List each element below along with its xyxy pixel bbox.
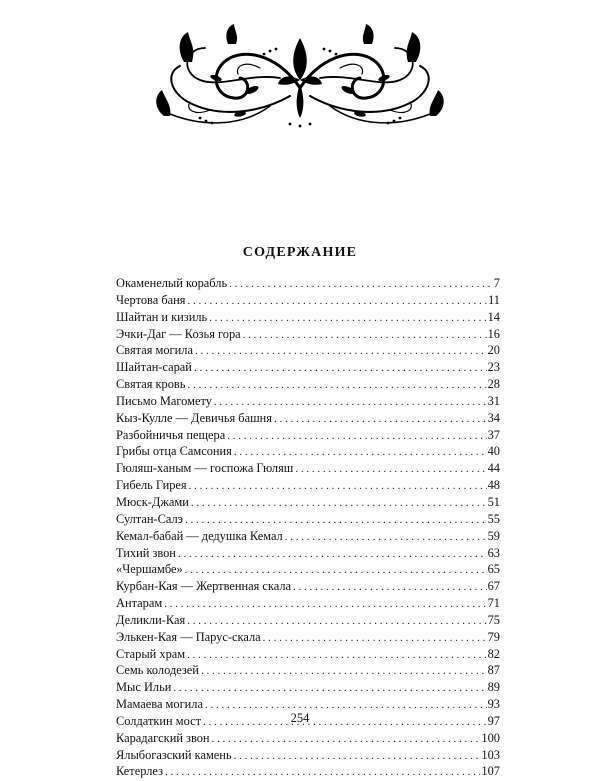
toc-entry-title: Султан-Салэ — [116, 511, 183, 526]
toc-entry-title: Шайтан-сарай — [116, 360, 192, 375]
toc-entry-title: Кыз-Кулле — Девичья башня — [116, 410, 272, 425]
toc-entry-title: Солдаткин мост — [116, 713, 202, 728]
toc-entry — [116, 545, 500, 562]
toc-entry — [116, 612, 500, 629]
toc-entry-title: Эчки-Даг — Козья гора — [116, 326, 241, 341]
toc-leader-dots — [187, 376, 486, 394]
toc-entry-page: 93 — [487, 697, 500, 712]
toc-entry-page: 89 — [487, 680, 500, 695]
toc-entry — [116, 561, 500, 578]
toc-entry — [116, 309, 500, 326]
toc-entry-title: Грибы отца Самсония — [116, 444, 232, 459]
toc-entry — [116, 359, 500, 376]
toc-entry-page: 55 — [487, 511, 500, 526]
toc-entry-title: Окаменелый корабль — [116, 276, 228, 290]
toc-entry-page: 28 — [487, 377, 500, 392]
toc-entry-title: Гюляш-ханым — госпожа Гюляш — [116, 461, 294, 476]
toc-entry-page: 16 — [487, 326, 500, 341]
toc-entry-title: Чертова баня — [116, 292, 186, 307]
toc-entry-title: Карадагский звон — [116, 730, 210, 745]
toc-entry-title: Шайтан и кизиль — [116, 309, 208, 324]
toc-entry-title: Кетерлез — [116, 764, 163, 779]
toc-entry-title: Письмо Магомету — [116, 393, 212, 408]
toc-leader-dots — [178, 545, 487, 563]
page-number: 254 — [290, 711, 310, 725]
toc-entry-page: 37 — [487, 427, 500, 442]
toc-entry-page: 67 — [487, 579, 500, 594]
toc-entry-page: 75 — [487, 612, 500, 627]
toc-leader-dots — [212, 730, 481, 748]
toc-leader-dots — [234, 747, 481, 765]
toc-entry — [116, 427, 500, 444]
toc-entry-page: 20 — [487, 343, 500, 358]
toc-entry-page: 65 — [487, 562, 500, 577]
toc-leader-dots — [164, 595, 486, 613]
toc-entry-title: Курбан-Кая — Жертвенная скала — [116, 579, 292, 594]
toc-entry-title: Антарам — [116, 596, 163, 611]
toc-entry-page: 23 — [487, 360, 500, 375]
toc-entry — [116, 595, 500, 612]
toc-entry — [116, 460, 500, 477]
toc-entry-page: 59 — [487, 528, 500, 543]
toc-entry — [116, 730, 500, 747]
toc-entry — [116, 528, 500, 545]
toc-leader-dots — [185, 561, 487, 579]
toc-entry-page: 107 — [481, 764, 500, 779]
toc-entry — [116, 578, 500, 595]
toc-entry-title: Мюск-Джами — [116, 494, 189, 509]
toc-entry — [116, 763, 500, 780]
table-of-contents — [116, 275, 500, 780]
toc-entry — [116, 292, 500, 309]
toc-leader-dots — [165, 763, 480, 781]
toc-entry-page: 51 — [487, 494, 500, 509]
toc-entry — [116, 410, 500, 427]
toc-entry-title: Кемал-бабай — дедушка Кемал — [116, 528, 283, 543]
toc-entry-title: Мамаева могила — [116, 697, 203, 712]
toc-entry — [116, 275, 500, 292]
toc-entry — [116, 326, 500, 343]
toc-entry-page: 44 — [487, 461, 500, 476]
toc-leader-dots — [189, 477, 487, 495]
toc-entry-page: 14 — [487, 309, 500, 324]
toc-entry-title: Элькен-Кая — Парус-скала — [116, 629, 261, 644]
toc-entry-page: 100 — [481, 730, 500, 745]
toc-leader-dots — [185, 511, 487, 529]
toc-entry — [116, 629, 500, 646]
toc-entry-title: Святая кровь — [116, 377, 186, 392]
toc-entry — [116, 393, 500, 410]
toc-entry — [116, 511, 500, 528]
toc-leader-dots — [209, 309, 486, 327]
toc-entry-title: Мыс Ильи — [116, 680, 172, 695]
toc-leader-dots — [191, 494, 487, 512]
toc-leader-dots — [187, 646, 486, 664]
toc-entry — [116, 376, 500, 393]
toc-entry-page: 82 — [487, 646, 500, 661]
toc-entry — [116, 443, 500, 460]
toc-entry-title: Разбойничья пещера — [116, 427, 226, 442]
toc-leader-dots — [293, 578, 487, 596]
toc-leader-dots — [229, 275, 493, 293]
toc-leader-dots — [243, 326, 487, 344]
toc-entry-page: 31 — [487, 393, 500, 408]
toc-entry-page: 79 — [487, 629, 500, 644]
toc-entry-title: Семь колодезей — [116, 663, 199, 678]
toc-entry-page: 97 — [487, 713, 500, 728]
toc-entry — [116, 662, 500, 679]
toc-entry-page: 40 — [487, 444, 500, 459]
toc-entry-title: Ялыбогазский камень — [116, 747, 232, 762]
toc-entry-title: Святая могила — [116, 343, 193, 358]
toc-leader-dots — [295, 460, 486, 478]
toc-entry — [116, 494, 500, 511]
toc-entry — [116, 679, 500, 696]
toc-leader-dots — [195, 342, 487, 360]
toc-entry — [116, 747, 500, 764]
toc-leader-dots — [194, 359, 487, 377]
toc-leader-dots — [214, 393, 487, 411]
toc-leader-dots — [227, 427, 486, 445]
toc-entry-title: Гибель Гирея — [116, 478, 187, 493]
toc-entry — [116, 477, 500, 494]
toc-entry-page: 7 — [493, 276, 500, 290]
toc-leader-dots — [201, 662, 487, 680]
toc-entry-page: 34 — [487, 410, 500, 425]
floral-flourish-icon — [140, 18, 460, 133]
toc-entry-page: 48 — [487, 478, 500, 493]
toc-leader-dots — [263, 629, 487, 647]
toc-entry — [116, 342, 500, 359]
toc-leader-dots — [234, 443, 487, 461]
toc-entry-page: 87 — [487, 663, 500, 678]
toc-entry-title: Деликли-Кая — [116, 612, 186, 627]
toc-entry — [116, 646, 500, 663]
toc-entry-page: 71 — [487, 596, 500, 611]
toc-leader-dots — [285, 528, 487, 546]
toc-entry-page: 103 — [481, 747, 500, 762]
toc-leader-dots — [187, 612, 486, 630]
toc-leader-dots — [274, 410, 487, 428]
toc-entry-title: «Чершамбе» — [116, 562, 183, 577]
toc-entry-page: 11 — [488, 292, 500, 307]
toc-entry-title: Тихий звон — [116, 545, 176, 560]
toc-entry-title: Старый храм — [116, 646, 186, 661]
toc-title: СОДЕРЖАНИЕ — [242, 245, 358, 260]
toc-leader-dots — [173, 679, 486, 697]
toc-entry-page: 63 — [487, 545, 500, 560]
toc-leader-dots — [187, 292, 487, 310]
